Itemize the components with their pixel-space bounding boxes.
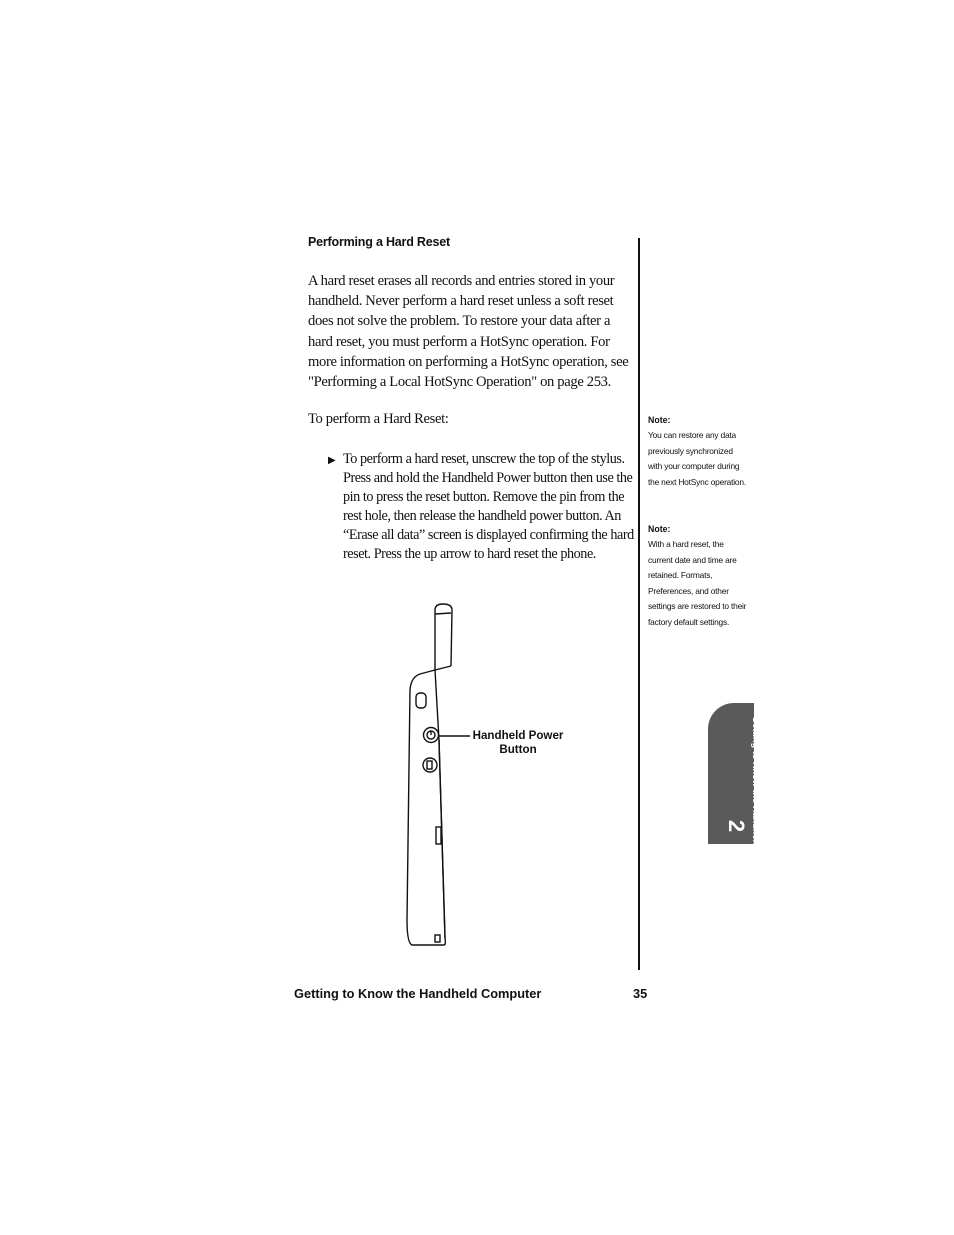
side-slot	[436, 827, 441, 844]
handheld-side-view-illustration	[400, 600, 480, 950]
step-text: To perform a hard reset, unscrew the top of the stylus. Press and hold the Handheld Power button then use the pin to press the reset button. Remove the pin from the rest hole, then release the handheld power button. An “Erase all data” screen is displayed confirming the hard reset. Press the up arrow to hard reset the phone.	[343, 451, 634, 562]
intro-paragraph: A hard reset erases all records and entries stored in your handheld. Never perform a hard reset unless a soft reset does not solve the problem. To restore your data after a hard reset, you must perform a HotSync operation. For more information on performing a HotSync operation, see "Performing a Local HotSync Operation" on page 253.	[308, 273, 629, 391]
note-text: With a hard reset, the current date and time are retained. Formats, Preferences, and other settings are restored to their factory default settings.	[648, 539, 747, 627]
procedure-intro: To perform a Hard Reset:	[308, 411, 449, 427]
chapter-tab-number: 2	[724, 819, 749, 833]
page-number: 35	[633, 986, 648, 1001]
sidebar-note	[648, 521, 748, 630]
bottom-port	[435, 935, 440, 942]
section-heading: Performing a Hard Reset	[308, 235, 450, 249]
second-button-icon	[423, 758, 437, 772]
triangle-bullet-icon: ▶	[328, 455, 336, 466]
antenna-line	[435, 613, 451, 614]
figure-callout-label: Handheld Power Button	[472, 729, 564, 756]
note-text: You can restore any data previously synchronized with your computer during the next HotSync operation.	[648, 430, 746, 487]
second-button-mark	[427, 761, 432, 769]
sidebar-note	[648, 412, 748, 490]
note-label: Note:	[648, 524, 671, 534]
chapter-tab-title: Getting to Know the Handheld Computer	[751, 716, 761, 894]
footer-title: Getting to Know the Handheld Computer	[294, 986, 542, 1001]
margin-rule	[638, 238, 640, 970]
side-button-outline	[416, 693, 426, 708]
body-edge-line	[439, 740, 445, 938]
note-label: Note:	[648, 415, 671, 425]
procedure-step	[328, 450, 634, 563]
